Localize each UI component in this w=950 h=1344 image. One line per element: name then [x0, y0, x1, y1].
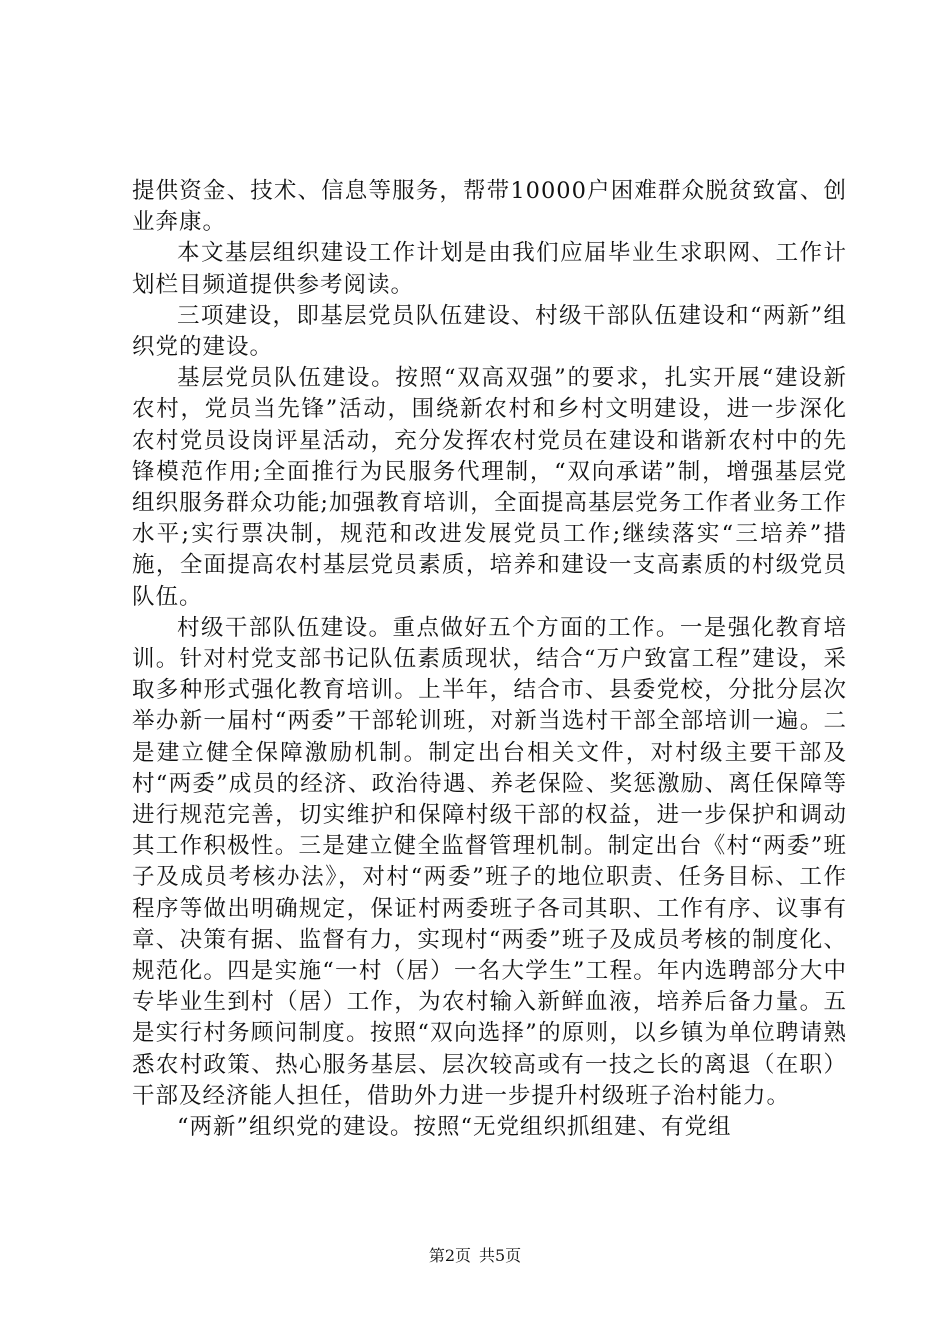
paragraph-2: 本文基层组织建设工作计划是由我们应届毕业生求职网、工作计划栏目频道提供参考阅读。 [132, 240, 847, 298]
paragraph-1: 提供资金、技术、信息等服务，帮带10000户困难群众脱贫致富、创业奔康。 [132, 178, 847, 236]
page-number: 第2页 [428, 1246, 471, 1265]
paragraph-5: 村级干部队伍建设。重点做好五个方面的工作。一是强化教育培训。针对村党支部书记队伍素质现状，结合“万户致富工程”建设，采取多种形式强化教育培训。上半年，结合市、县委党校，分批分层次举办新一届村“两委”干部轮训班，对新当选村干部全部培训一遍。二是建立健全保障激励机制。制定出台相关文件，对村级主要干部及村“两委”成员的经济、政治待遇、养老保险、奖惩激励、离任保障等进行规范完善，切实维护和保障村级干部的权益，进一步保护和调动其工作积极性。三是建立健全监督管理机制。制定出台《村“两委”班子及成员考核办法》，对村“两委”班子的地位职责、任务目标、工作程序等做出明确规定，保证村两委班子各司其职、工作有序、议事有章、决策有据、监督有力，实现村“两委”班子及成员考核的制度化、规范化。四是实施“一村（居）一名大学生”工程。年内选聘部分大中专毕业生到村（居）工作，为农村输入新鲜血液，培养后备力量。五是实行村务顾问制度。按照“双向选择”的原则，以乡镇为单位聘请熟悉农村政策、热心服务基层、层次较高或有一技之长的离退（在职）干部及经济能人担任，借助外力进一步提升村级班子治村能力。 [132, 614, 847, 1109]
paragraph-3: 三项建设，即基层党员队伍建设、村级干部队伍建设和“两新”组织党的建设。 [132, 302, 847, 361]
paragraph-6: “两新”组织党的建设。按照“无党组织抓组建、有党组 [177, 1114, 732, 1141]
paragraph-4: 基层党员队伍建设。按照“双高双强”的要求，扎实开展“建设新农村，党员当先锋”活动，围绕新农村和乡村文明建设，进一步深化农村党员设岗评星活动，充分发挥农村党员在建设和谐新农村中的先锋模范作用;全面推行为民服务代理制，“双向承诺”制，增强基层党组织服务群众功能;加强教育培训，全面提高基层党务工作者业务工作水平;实行票决制，规范和改进发展党员工作;继续落实“三培养”措施，全面提高农村基层党员素质，培养和建设一支高素质的村级党员队伍。 [132, 365, 847, 610]
page-total: 共5页 [479, 1246, 522, 1265]
page-footer [0, 1246, 950, 1266]
document-body [132, 176, 847, 1143]
